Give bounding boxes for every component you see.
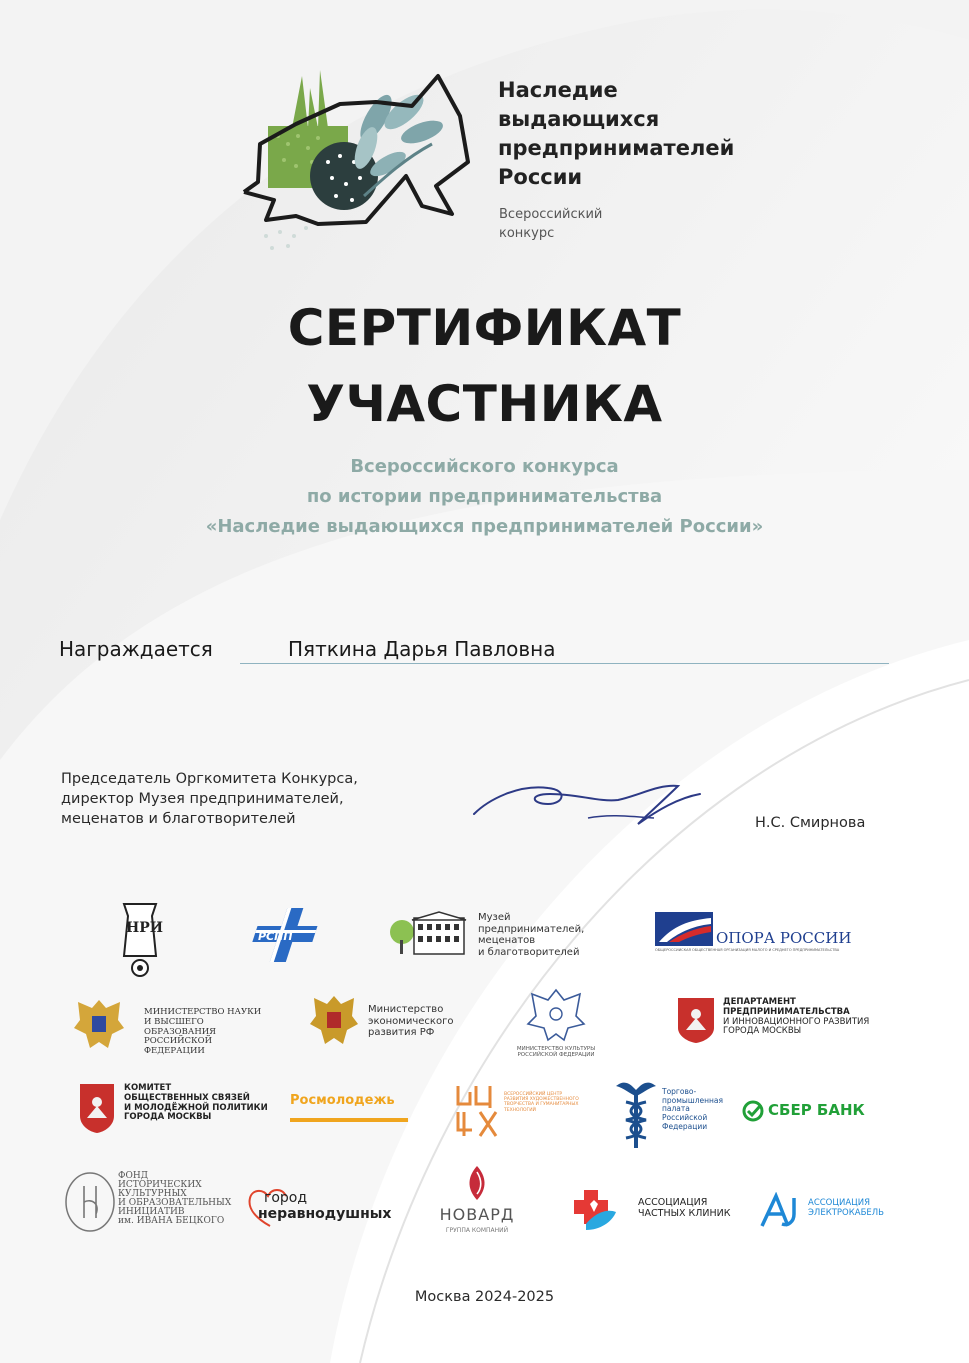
fond-name-line: им. ИВАНА БЕЦКОГО — [118, 1216, 225, 1226]
contest-description-line: по истории предпринимательства — [306, 486, 663, 507]
vcht-monogram-icon — [454, 1082, 500, 1138]
minkult-name — [506, 1046, 606, 1059]
certificate-title — [0, 290, 969, 442]
dep-name-line: И ИННОВАЦИОННОГО РАЗВИТИЯ — [723, 1016, 870, 1027]
minobrnauki-name-line: МИНИСТЕРСТВО НАУКИ — [144, 1007, 262, 1017]
vcht-logo — [454, 1082, 594, 1140]
contest-description-line: Всероссийского конкурса — [350, 456, 619, 477]
tpp-name-line: Торгово- — [662, 1087, 697, 1096]
contest-logo-subtitle — [499, 205, 679, 243]
nri-text: НРИ — [126, 920, 163, 936]
opora-logo — [655, 912, 860, 956]
vcht-name — [504, 1092, 579, 1113]
tpp-name — [662, 1088, 723, 1131]
signature — [468, 770, 708, 834]
signatory-role — [61, 769, 441, 829]
vcht-name-line: ТЕХНОЛОГИЙ — [504, 1107, 537, 1113]
cable-monogram-icon — [760, 1192, 806, 1228]
fond-name — [118, 1172, 231, 1226]
gorod-line2: неравнодушных — [258, 1206, 392, 1222]
committee-name-line: И МОЛОДЁЖНОЙ ПОЛИТИКИ — [124, 1102, 268, 1113]
rosmol-logo — [290, 1094, 410, 1128]
medical-cross-icon — [568, 1184, 620, 1236]
sber-text: СБЕР БАНК — [768, 1101, 865, 1119]
clinics-logo — [568, 1184, 748, 1238]
nri-emblem-icon — [118, 900, 162, 980]
gorod-logo — [246, 1186, 406, 1230]
vcht-name-line: ВСЕРОССИЙСКИЙ ЦЕНТР — [504, 1092, 563, 1097]
sber-logo — [742, 1100, 882, 1124]
cable-logo — [760, 1192, 900, 1228]
sber-check-icon — [742, 1100, 764, 1122]
minobrnauki-logo — [68, 994, 268, 1058]
cable-name-line: ЭЛЕКТРОКАБЕЛЬ — [808, 1207, 885, 1218]
recipient-underline — [240, 663, 889, 664]
signatory-role-line: директор Музея предпринимателей, — [61, 791, 344, 807]
rspp-logo — [250, 906, 318, 964]
fond-name-line: КУЛЬТУРНЫХ — [118, 1189, 187, 1199]
opora-text: ОПОРА РОССИИ — [716, 929, 852, 947]
tpp-name-line: Российской — [662, 1112, 708, 1122]
committee-name-line: ГОРОДА МОСКВЫ — [124, 1112, 212, 1123]
minkult-eagle-icon — [506, 986, 606, 1044]
minek-name-line: Министерство — [368, 1004, 444, 1015]
dep-name-line: ДЕПАРТАМЕНТ — [723, 997, 796, 1007]
contest-description-line: «Наследие выдающихся предпринимателей России» — [205, 516, 764, 537]
contest-logo-title — [498, 76, 798, 192]
recipient-name: Пяткина Дарья Павловна — [288, 637, 556, 661]
dep-name-line: ПРЕДПРИНИМАТЕЛЬСТВА — [723, 1006, 850, 1017]
minkult-name-line: МИНИСТЕРСТВО КУЛЬТУРЫ — [516, 1046, 596, 1052]
committee-name-line: ОБЩЕСТВЕННЫХ СВЯЗЕЙ — [124, 1092, 250, 1103]
minobrnauki-name-line: РОССИЙСКОЙ ФЕДЕРАЦИИ — [144, 1036, 212, 1057]
logo-title-line: Наследие — [498, 78, 618, 102]
caduceus-icon — [612, 1076, 660, 1150]
dep-name — [723, 998, 869, 1037]
logo-subtitle-line: Всероссийский — [499, 207, 603, 222]
committee-name-line: КОМИТЕТ — [124, 1083, 172, 1093]
signatory-name: Н.С. Смирнова — [755, 815, 866, 831]
nri-logo — [118, 900, 162, 980]
novard-text: НОВАРД — [439, 1205, 515, 1224]
opora-flag-icon — [655, 912, 713, 946]
clinics-name-line: АССОЦИАЦИЯ — [638, 1197, 708, 1208]
fond-name-line: ИНИЦИАТИВ — [118, 1207, 185, 1217]
fond-logo — [62, 1170, 232, 1236]
logo-title-line: предпринимателей — [498, 136, 735, 160]
minek-logo — [304, 992, 464, 1056]
novard-logo — [430, 1164, 524, 1238]
museum-name-line: предпринимателей, — [478, 923, 585, 935]
minek-name-line: развития РФ — [368, 1027, 435, 1038]
moscow-arms-icon — [78, 1082, 116, 1134]
tpp-logo — [612, 1076, 732, 1150]
cable-name-line: АССОЦИАЦИЯ — [808, 1198, 871, 1208]
vcht-name-line: РАЗВИТИЯ ХУДОЖЕСТВЕННОГО — [504, 1097, 579, 1103]
signatory-role-line: меценатов и благотворителей — [61, 811, 296, 827]
minek-name-line: экономического — [368, 1015, 454, 1027]
footer-city-years: Москва 2024-2025 — [414, 1289, 555, 1305]
dep-name-line: ГОРОДА МОСКВЫ — [723, 1026, 802, 1037]
certificate-title-line: УЧАСТНИКА — [306, 375, 663, 433]
minkult-name-line: РОССИЙСКОЙ ФЕДЕРАЦИИ — [517, 1052, 595, 1059]
minobrnauki-name — [144, 1008, 268, 1057]
signatory-role-line: Председатель Оргкомитета Конкурса, — [61, 771, 358, 787]
committee-logo — [78, 1082, 278, 1136]
coat-of-arms-icon — [304, 992, 364, 1054]
rosmol-text: Росмолодежь — [290, 1093, 395, 1108]
clinics-name — [638, 1198, 731, 1220]
cable-name — [808, 1199, 884, 1219]
fond-monogram-icon — [62, 1170, 118, 1234]
certificate-title-line: СЕРТИФИКАТ — [287, 299, 682, 357]
fond-name-line: ИСТОРИЧЕСКИХ — [118, 1180, 202, 1190]
logo-title-line: России — [498, 165, 583, 189]
museum-building-icon — [388, 910, 468, 956]
novard-drop-icon — [430, 1164, 524, 1202]
coat-of-arms-icon — [68, 994, 130, 1056]
gorod-line1: город — [264, 1190, 308, 1206]
minkult-logo — [506, 986, 606, 1062]
tpp-name-line: Федерации — [662, 1121, 708, 1131]
museum-name — [478, 912, 584, 958]
logo-subtitle-line: конкурс — [499, 226, 555, 241]
committee-name — [124, 1084, 268, 1123]
contest-logo-emblem — [236, 66, 476, 256]
museum-name-line: и благотворителей — [478, 946, 580, 958]
rosmol-bar — [290, 1118, 408, 1122]
fond-name-line: И ОБРАЗОВАТЕЛЬНЫХ — [118, 1198, 232, 1208]
novard-small-text: ГРУППА КОМПАНИЙ — [445, 1227, 509, 1234]
moscow-arms-icon — [676, 996, 716, 1044]
minobrnauki-name-line: И ВЫСШЕГО ОБРАЗОВАНИЯ — [144, 1016, 217, 1037]
clinics-name-line: ЧАСТНЫХ КЛИНИК — [638, 1207, 731, 1219]
fond-name-line: ФОНД — [118, 1171, 149, 1181]
dep-logo — [676, 996, 876, 1048]
museum-name-line: Музей — [478, 912, 511, 923]
rspp-text: РСПП — [258, 930, 293, 943]
minek-name — [368, 1004, 453, 1039]
museum-name-line: меценатов — [478, 935, 536, 946]
logo-title-line: выдающихся — [498, 107, 660, 131]
opora-small-text: ОБЩЕРОССИЙСКАЯ ОБЩЕСТВЕННАЯ ОРГАНИЗАЦИЯ МАЛОГО И СРЕДНЕГО ПРЕДПРИНИМАТЕЛЬСТВА — [655, 948, 840, 952]
tpp-name-line: промышленная — [662, 1095, 724, 1105]
tpp-name-line: палата — [662, 1104, 690, 1114]
contest-description — [0, 452, 969, 542]
vcht-name-line: ТВОРЧЕСТВА И ГУМАНИТАРНЫХ — [504, 1102, 579, 1108]
award-label: Награждается — [59, 637, 213, 661]
museum-logo — [388, 910, 588, 958]
